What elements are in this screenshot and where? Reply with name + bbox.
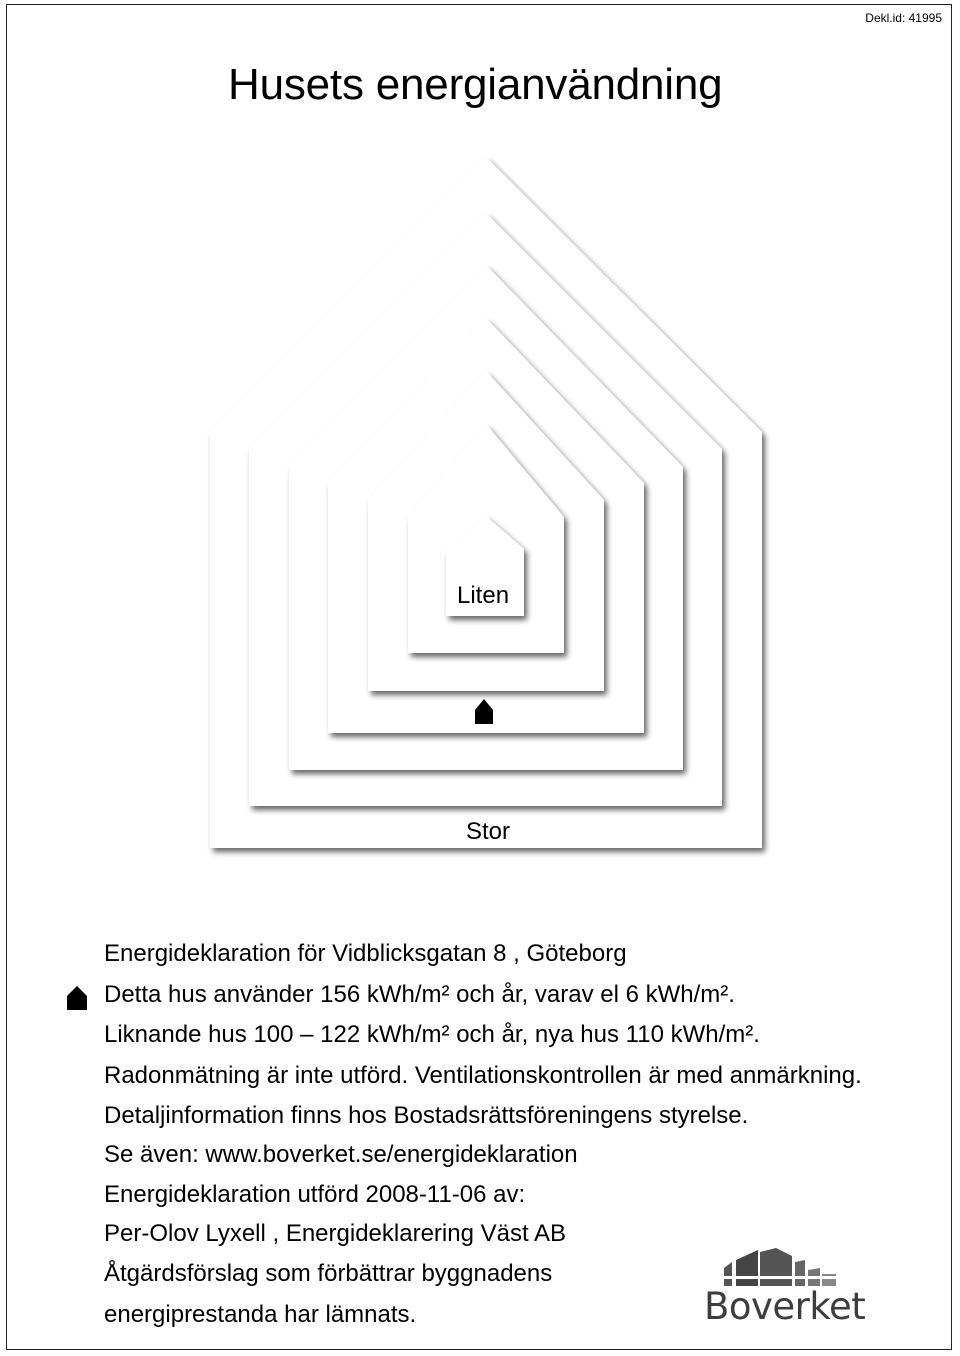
scale-label-small: Liten bbox=[457, 582, 510, 609]
info-line: Per-Olov Lyxell , Energideklarering Väst AB bbox=[104, 1220, 566, 1247]
info-line: energiprestanda har lämnats. bbox=[104, 1301, 417, 1328]
info-line: Detta hus använder 156 kWh/m² och år, varav el 6 kWh/m². bbox=[104, 981, 735, 1008]
boverket-logo-text: Boverket bbox=[704, 1285, 866, 1328]
info-line: Radonmätning är inte utförd. Ventilationskontrollen är med anmärkning. bbox=[104, 1062, 862, 1089]
info-line: Se även: www.boverket.se/energideklaration bbox=[104, 1141, 578, 1168]
declaration-id: Dekl.id: 41995 bbox=[865, 11, 942, 25]
info-line: Energideklaration utförd 2008-11-06 av: bbox=[104, 1181, 526, 1208]
info-line: Liknande hus 100 – 122 kWh/m² och år, nya hus 110 kWh/m². bbox=[104, 1021, 760, 1048]
page-title: Husets energianvändning bbox=[228, 60, 723, 109]
info-line: Energideklaration för Vidblicksgatan 8 , Göteborg bbox=[104, 940, 627, 967]
info-line: Åtgärdsförslag som förbättrar byggnadens bbox=[104, 1260, 553, 1287]
house-icon bbox=[66, 985, 88, 1011]
boverket-logo-icon bbox=[700, 1246, 860, 1286]
scale-label-large: Stor bbox=[466, 818, 511, 845]
info-line: Detaljinformation finns hos Bostadsrättsföreningens styrelse. bbox=[104, 1102, 749, 1129]
